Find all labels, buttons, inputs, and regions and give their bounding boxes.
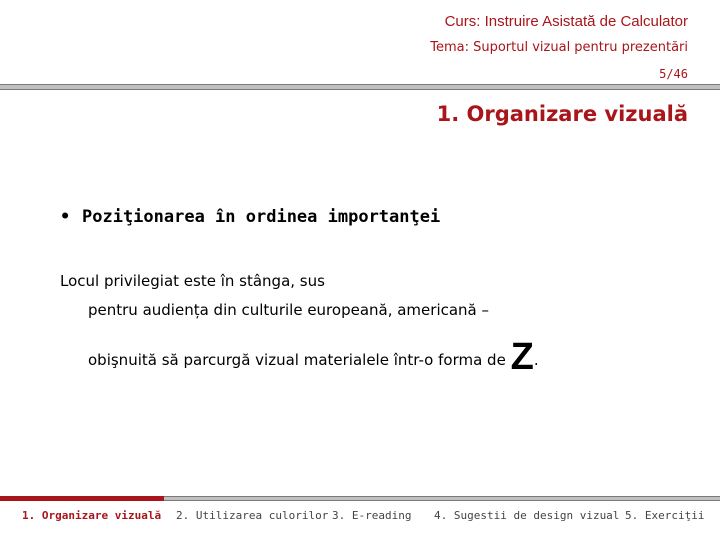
nav-item-e-reading[interactable]: 3. E-reading xyxy=(332,509,412,522)
body-line-3-text: obişnuită să parcurgă vizual materialele într-o forma de xyxy=(88,351,506,369)
bullet-point xyxy=(60,207,440,227)
body-line-3 xyxy=(88,336,539,379)
body-line-2: pentru audiența din culturile europeană, americană – xyxy=(88,301,490,319)
body-line-3-end: . xyxy=(533,351,539,369)
z-letter: Z xyxy=(510,336,534,378)
body-line-1: Locul privilegiat este în stânga, sus xyxy=(60,272,325,290)
bullet-dot: • xyxy=(60,207,71,227)
slide-title: 1. Organizare vizuală xyxy=(436,102,688,126)
nav-item-sugestii-design[interactable]: 4. Sugestii de design vizual xyxy=(434,509,620,522)
course-title: Curs: Instruire Asistată de Calculator xyxy=(444,13,688,30)
nav-item-organizare-vizuala[interactable]: 1. Organizare vizuală xyxy=(22,509,162,522)
topic-title: Tema: Suportul vizual pentru prezentări xyxy=(430,40,688,55)
nav-item-exercitii[interactable]: 5. Exerciţii xyxy=(625,509,705,522)
footer-active-section xyxy=(0,496,164,501)
bullet-text: Poziţionarea în ordinea importanţei xyxy=(82,207,441,227)
nav-item-utilizarea-culorilor[interactable]: 2. Utilizarea culorilor xyxy=(176,509,329,522)
header-divider xyxy=(0,84,720,90)
page-number: 5/46 xyxy=(659,67,688,81)
